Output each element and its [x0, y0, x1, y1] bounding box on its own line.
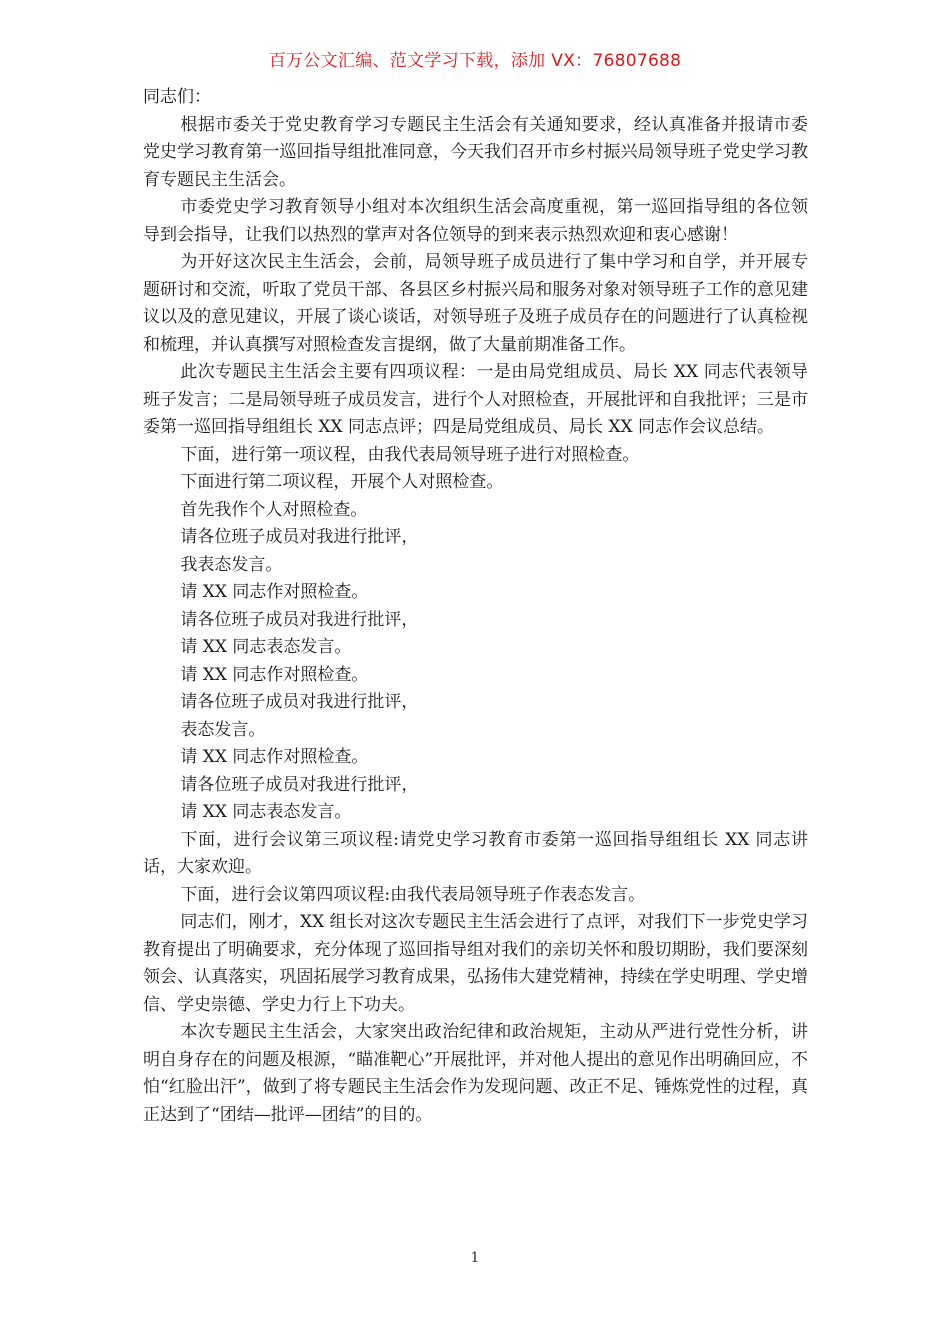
- paragraph: 请各位班子成员对我进行批评，: [180, 609, 419, 630]
- paragraph: 下面，进行会议第三项议程:请党史学习教育市委第一巡回指导组组长 XX 同志讲话，大家欢迎。: [143, 829, 808, 877]
- paragraph: 请 XX 同志表态发言。: [180, 802, 352, 822]
- document-body: [143, 84, 808, 1129]
- paragraph: 我表态发言。: [180, 554, 283, 575]
- paragraph: 市委党史学习教育领导小组对本次组织生活会高度重视，第一巡回指导组的各位领导到会指导，让我们以热烈的掌声对各位领导的到来表示热烈欢迎和衷心感谢！: [143, 197, 808, 245]
- salutation: 同志们：: [143, 87, 211, 107]
- paragraph: 此次专题民主生活会主要有四项议程：一是由局党组成员、局长 XX 同志代表领导班子发言；二是局领导班子成员发言，进行个人对照检查，开展批评和自我批评；三是市委第一巡回指导组组长 XX 同志点评；四是局党组成员、局长 XX 同志作会议总结。: [143, 362, 808, 437]
- paragraph: 首先我作个人对照检查。: [180, 499, 368, 520]
- paragraph: 请各位班子成员对我进行批评，: [180, 527, 419, 547]
- paragraph: 请各位班子成员对我进行批评，: [180, 774, 419, 795]
- paragraph: 请 XX 同志作对照检查。: [180, 664, 369, 685]
- paragraph: 请各位班子成员对我进行批评，: [180, 692, 419, 712]
- paragraph: 本次专题民主生活会，大家突出政治纪律和政治规矩，主动从严进行党性分析，讲明自身存在的问题及根源，“瞄准靶心”开展批评，并对他人提出的意见作出明确回应，不怕“红脸出汗”，做到了将专题民主生活会作为发现问题、改正不足、锤炼党性的过程，真正达到了“团结—批评—团结”的目的。: [143, 1022, 808, 1125]
- paragraph: 下面进行第二项议程，开展个人对照检查。: [180, 472, 504, 492]
- paragraph: 请 XX 同志作对照检查。: [180, 582, 369, 602]
- paragraph: 同志们，刚才，XX 组长对这次专题民主生活会进行了点评，对我们下一步党史学习教育提出了明确要求，充分体现了巡回指导组对我们的亲切关怀和殷切期盼，我们要深刻领会、认真落实，巩固拓展学习教育成果，弘扬伟大建党精神，持续在学史明理、学史增信、学史崇德、学史力行上下功夫。: [143, 912, 808, 1015]
- paragraph: 根据市委关于党史教育学习专题民主生活会有关通知要求，经认真准备并报请市委党史学习教育第一巡回指导组批准同意，今天我们召开市乡村振兴局领导班子党史学习教育专题民主生活会。: [143, 114, 808, 190]
- paragraph: 下面，进行会议第四项议程:由我代表局领导班子作表态发言。: [180, 884, 646, 905]
- watermark-banner: 百万公文汇编、范文学习下载，添加 VX：76807688: [268, 51, 682, 71]
- paragraph: 下面，进行第一项议程，由我代表局领导班子进行对照检查。: [180, 444, 640, 465]
- page-number: 1: [470, 1250, 480, 1266]
- paragraph: 为开好这次民主生活会，会前，局领导班子成员进行了集中学习和自学，并开展专题研讨和交流，听取了党员干部、各县区乡村振兴局和服务对象对领导班子工作的意见建议以及的意见建议，开展了谈心谈话，对领导班子及班子成员存在的问题进行了认真检视和梳理，并认真撰写对照检查发言提纲，做了大量前期准备工作。: [143, 252, 808, 355]
- paragraph: 请 XX 同志作对照检查。: [180, 747, 369, 767]
- paragraph: 请 XX 同志表态发言。: [180, 637, 352, 657]
- paragraph: 表态发言。: [180, 719, 266, 740]
